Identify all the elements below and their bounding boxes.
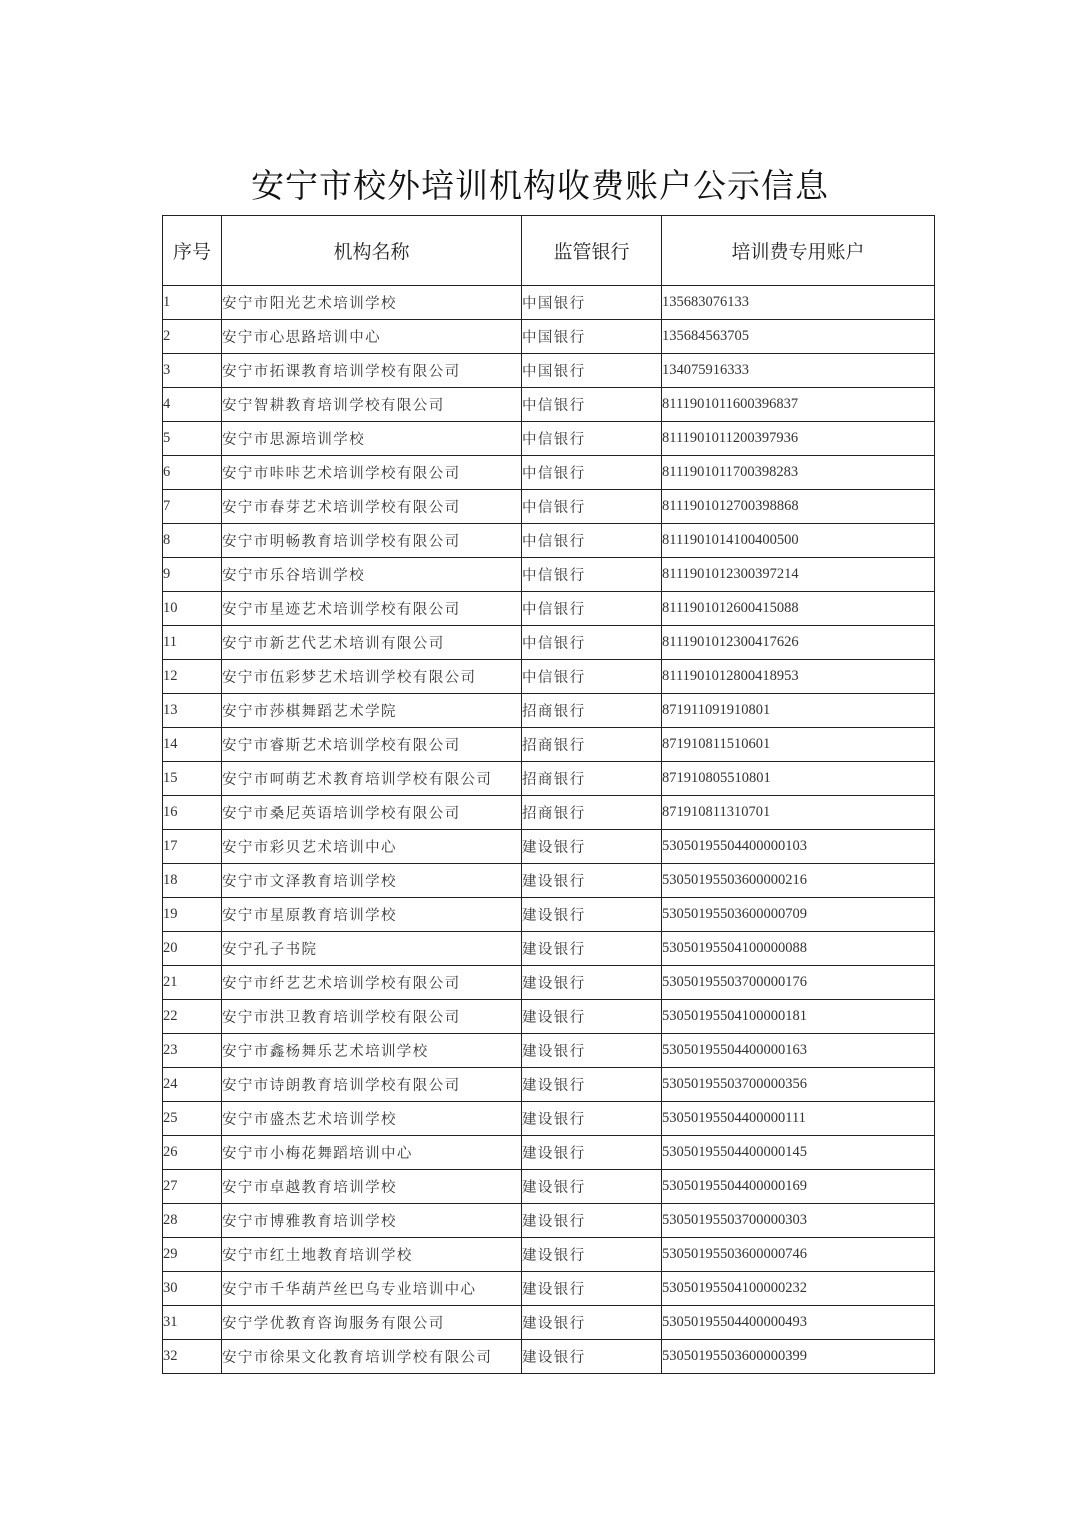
table-row xyxy=(163,1306,935,1340)
supervising-bank: 招商银行 xyxy=(522,796,662,830)
institution-name: 安宁市纤艺艺术培训学校有限公司 xyxy=(222,966,522,1000)
table-row xyxy=(163,626,935,660)
table-row xyxy=(163,932,935,966)
row-index: 13 xyxy=(163,694,222,728)
institution-name: 安宁市盛杰艺术培训学校 xyxy=(222,1102,522,1136)
institution-name: 安宁市卓越教育培训学校 xyxy=(222,1170,522,1204)
supervising-bank: 中国银行 xyxy=(522,320,662,354)
table-row xyxy=(163,422,935,456)
account-number: 871910811510601 xyxy=(662,728,935,762)
institution-name: 安宁市阳光艺术培训学校 xyxy=(222,286,522,320)
row-index: 16 xyxy=(163,796,222,830)
supervising-bank: 建设银行 xyxy=(522,1068,662,1102)
table-row xyxy=(163,1000,935,1034)
account-number: 8111901011600396837 xyxy=(662,388,935,422)
institution-name: 安宁市呵萌艺术教育培训学校有限公司 xyxy=(222,762,522,796)
supervising-bank: 建设银行 xyxy=(522,1000,662,1034)
row-index: 12 xyxy=(163,660,222,694)
institution-name: 安宁孔子书院 xyxy=(222,932,522,966)
institution-name: 安宁市徐果文化教育培训学校有限公司 xyxy=(222,1340,522,1374)
institution-name: 安宁市红土地教育培训学校 xyxy=(222,1238,522,1272)
row-index: 19 xyxy=(163,898,222,932)
document-title: 安宁市校外培训机构收费账户公示信息 xyxy=(251,166,829,205)
account-number: 8111901012300417626 xyxy=(662,626,935,660)
institution-name: 安宁市伍彩梦艺术培训学校有限公司 xyxy=(222,660,522,694)
institution-name: 安宁市小梅花舞蹈培训中心 xyxy=(222,1136,522,1170)
institution-name: 安宁市鑫杨舞乐艺术培训学校 xyxy=(222,1034,522,1068)
supervising-bank: 建设银行 xyxy=(522,1340,662,1374)
supervising-bank: 建设银行 xyxy=(522,864,662,898)
table-row xyxy=(163,1170,935,1204)
row-index: 18 xyxy=(163,864,222,898)
institution-account-table xyxy=(162,215,935,1374)
table-row xyxy=(163,524,935,558)
row-index: 3 xyxy=(163,354,222,388)
table-row xyxy=(163,490,935,524)
institution-name: 安宁市桑尼英语培训学校有限公司 xyxy=(222,796,522,830)
table-row xyxy=(163,796,935,830)
account-number: 8111901011200397936 xyxy=(662,422,935,456)
row-index: 15 xyxy=(163,762,222,796)
table-row xyxy=(163,456,935,490)
account-number: 134075916333 xyxy=(662,354,935,388)
institution-name: 安宁市乐谷培训学校 xyxy=(222,558,522,592)
supervising-bank: 建设银行 xyxy=(522,1238,662,1272)
account-number: 53050195504100000232 xyxy=(662,1272,935,1306)
table-row xyxy=(163,388,935,422)
row-index: 23 xyxy=(163,1034,222,1068)
supervising-bank: 建设银行 xyxy=(522,830,662,864)
row-index: 31 xyxy=(163,1306,222,1340)
supervising-bank: 招商银行 xyxy=(522,694,662,728)
institution-name: 安宁市新艺代艺术培训有限公司 xyxy=(222,626,522,660)
account-number: 8111901012300397214 xyxy=(662,558,935,592)
row-index: 11 xyxy=(163,626,222,660)
supervising-bank: 建设银行 xyxy=(522,1136,662,1170)
institution-name: 安宁市文泽教育培训学校 xyxy=(222,864,522,898)
institution-name: 安宁学优教育咨询服务有限公司 xyxy=(222,1306,522,1340)
account-number: 871910811310701 xyxy=(662,796,935,830)
row-index: 30 xyxy=(163,1272,222,1306)
table-row xyxy=(163,966,935,1000)
supervising-bank: 中国银行 xyxy=(522,286,662,320)
header-institution-name: 机构名称 xyxy=(222,216,522,286)
account-number: 8111901012800418953 xyxy=(662,660,935,694)
supervising-bank: 建设银行 xyxy=(522,932,662,966)
row-index: 7 xyxy=(163,490,222,524)
account-number: 53050195503700000303 xyxy=(662,1204,935,1238)
row-index: 24 xyxy=(163,1068,222,1102)
table-row xyxy=(163,830,935,864)
account-number: 53050195504400000169 xyxy=(662,1170,935,1204)
institution-name: 安宁市千华葫芦丝巴乌专业培训中心 xyxy=(222,1272,522,1306)
account-number: 53050195504100000181 xyxy=(662,1000,935,1034)
account-number: 53050195503600000399 xyxy=(662,1340,935,1374)
table-row xyxy=(163,1340,935,1374)
row-index: 27 xyxy=(163,1170,222,1204)
row-index: 17 xyxy=(163,830,222,864)
account-number: 53050195504100000088 xyxy=(662,932,935,966)
institution-name: 安宁市星迹艺术培训学校有限公司 xyxy=(222,592,522,626)
row-index: 2 xyxy=(163,320,222,354)
table-row xyxy=(163,1068,935,1102)
supervising-bank: 建设银行 xyxy=(522,1034,662,1068)
header-supervising-bank: 监管银行 xyxy=(522,216,662,286)
institution-name: 安宁市思源培训学校 xyxy=(222,422,522,456)
table-row xyxy=(163,660,935,694)
row-index: 5 xyxy=(163,422,222,456)
row-index: 9 xyxy=(163,558,222,592)
supervising-bank: 建设银行 xyxy=(522,1102,662,1136)
supervising-bank: 中信银行 xyxy=(522,388,662,422)
account-number: 53050195503600000709 xyxy=(662,898,935,932)
table-row xyxy=(163,864,935,898)
header-index: 序号 xyxy=(163,216,222,286)
row-index: 29 xyxy=(163,1238,222,1272)
table-row xyxy=(163,728,935,762)
row-index: 22 xyxy=(163,1000,222,1034)
supervising-bank: 建设银行 xyxy=(522,1306,662,1340)
supervising-bank: 建设银行 xyxy=(522,898,662,932)
institution-name: 安宁市洪卫教育培训学校有限公司 xyxy=(222,1000,522,1034)
institution-name: 安宁市明畅教育培训学校有限公司 xyxy=(222,524,522,558)
account-number: 53050195504400000145 xyxy=(662,1136,935,1170)
table-row xyxy=(163,354,935,388)
table-row xyxy=(163,694,935,728)
row-index: 10 xyxy=(163,592,222,626)
account-number: 53050195503700000356 xyxy=(662,1068,935,1102)
account-number: 871910805510801 xyxy=(662,762,935,796)
supervising-bank: 中信银行 xyxy=(522,558,662,592)
table-row xyxy=(163,762,935,796)
table-row xyxy=(163,898,935,932)
table-row xyxy=(163,1136,935,1170)
supervising-bank: 中信银行 xyxy=(522,456,662,490)
supervising-bank: 建设银行 xyxy=(522,1204,662,1238)
supervising-bank: 中信银行 xyxy=(522,422,662,456)
account-number: 53050195504400000103 xyxy=(662,830,935,864)
account-number: 53050195504400000163 xyxy=(662,1034,935,1068)
supervising-bank: 中信银行 xyxy=(522,524,662,558)
institution-name: 安宁市莎棋舞蹈艺术学院 xyxy=(222,694,522,728)
account-number: 53050195503600000216 xyxy=(662,864,935,898)
account-number: 8111901012700398868 xyxy=(662,490,935,524)
account-number: 53050195503600000746 xyxy=(662,1238,935,1272)
table-row xyxy=(163,1204,935,1238)
table-row xyxy=(163,1102,935,1136)
row-index: 26 xyxy=(163,1136,222,1170)
table-row xyxy=(163,286,935,320)
row-index: 25 xyxy=(163,1102,222,1136)
account-number: 135683076133 xyxy=(662,286,935,320)
institution-name: 安宁市春芽艺术培训学校有限公司 xyxy=(222,490,522,524)
supervising-bank: 建设银行 xyxy=(522,1170,662,1204)
institution-name: 安宁市咔咔艺术培训学校有限公司 xyxy=(222,456,522,490)
row-index: 14 xyxy=(163,728,222,762)
row-index: 20 xyxy=(163,932,222,966)
table-row xyxy=(163,558,935,592)
institution-name: 安宁市心思路培训中心 xyxy=(222,320,522,354)
supervising-bank: 招商银行 xyxy=(522,728,662,762)
table-body xyxy=(163,286,935,1374)
account-number: 135684563705 xyxy=(662,320,935,354)
account-number: 871911091910801 xyxy=(662,694,935,728)
supervising-bank: 中国银行 xyxy=(522,354,662,388)
table-row xyxy=(163,1272,935,1306)
supervising-bank: 招商银行 xyxy=(522,762,662,796)
row-index: 28 xyxy=(163,1204,222,1238)
account-number: 53050195504400000493 xyxy=(662,1306,935,1340)
table-row xyxy=(163,592,935,626)
account-number: 8111901014100400500 xyxy=(662,524,935,558)
row-index: 1 xyxy=(163,286,222,320)
header-account: 培训费专用账户 xyxy=(662,216,935,286)
account-number: 8111901012600415088 xyxy=(662,592,935,626)
row-index: 6 xyxy=(163,456,222,490)
supervising-bank: 中信银行 xyxy=(522,490,662,524)
account-number: 53050195503700000176 xyxy=(662,966,935,1000)
institution-name: 安宁市彩贝艺术培训中心 xyxy=(222,830,522,864)
institution-name: 安宁市星原教育培训学校 xyxy=(222,898,522,932)
institution-name: 安宁市睿斯艺术培训学校有限公司 xyxy=(222,728,522,762)
institution-name: 安宁市拓课教育培训学校有限公司 xyxy=(222,354,522,388)
supervising-bank: 建设银行 xyxy=(522,1272,662,1306)
supervising-bank: 建设银行 xyxy=(522,966,662,1000)
row-index: 4 xyxy=(163,388,222,422)
supervising-bank: 中信银行 xyxy=(522,660,662,694)
institution-name: 安宁市博雅教育培训学校 xyxy=(222,1204,522,1238)
institution-name: 安宁智耕教育培训学校有限公司 xyxy=(222,388,522,422)
account-number: 53050195504400000111 xyxy=(662,1102,935,1136)
supervising-bank: 中信银行 xyxy=(522,626,662,660)
table-row xyxy=(163,320,935,354)
table-row xyxy=(163,1034,935,1068)
row-index: 21 xyxy=(163,966,222,1000)
row-index: 32 xyxy=(163,1340,222,1374)
row-index: 8 xyxy=(163,524,222,558)
table-row xyxy=(163,1238,935,1272)
supervising-bank: 中信银行 xyxy=(522,592,662,626)
table-header-row xyxy=(163,216,935,286)
institution-name: 安宁市诗朗教育培训学校有限公司 xyxy=(222,1068,522,1102)
account-number: 8111901011700398283 xyxy=(662,456,935,490)
